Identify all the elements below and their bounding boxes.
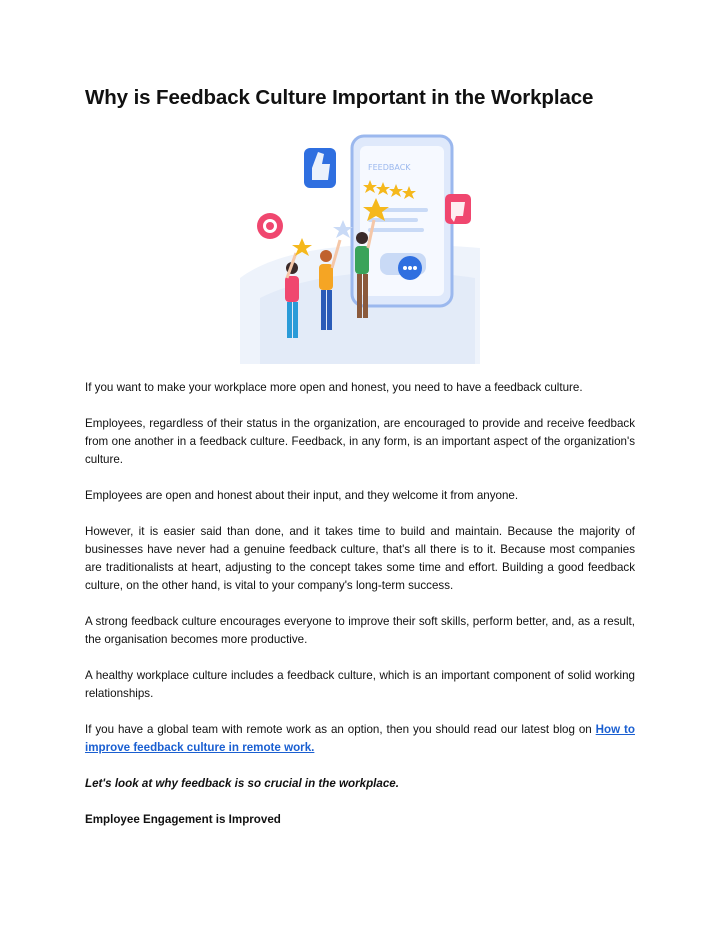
paragraph-5: A strong feedback culture encourages everyone to improve their soft skills, perform better, and, as a result, the organisation becomes more productive. — [85, 615, 635, 646]
paragraph-2: Employees, regardless of their status in the organization, are encouraged to provide and receive feedback from one another in a feedback culture. Feedback, in any form, is an important aspect of the organization's culture. — [85, 417, 635, 466]
article-body — [85, 379, 635, 847]
paragraph-7 — [85, 721, 635, 757]
chat-bubble-icon — [398, 256, 422, 280]
page-title: Why is Feedback Culture Important in the Workplace — [85, 86, 594, 109]
feedback-culture-illustration — [240, 128, 480, 364]
thumbs-up-icon — [304, 148, 336, 188]
phone-sign-text: FEEDBACK — [368, 163, 411, 172]
paragraph-6: A healthy workplace culture includes a feedback culture, which is an important component of solid working relationships. — [85, 669, 635, 700]
heart-bubble-icon — [257, 213, 283, 239]
thumbs-down-icon — [445, 194, 471, 224]
paragraph-8: Let's look at why feedback is so crucial in the workplace. — [85, 777, 399, 790]
section-heading-employee-engagement: Employee Engagement is Improved — [85, 813, 281, 826]
paragraph-3: Employees are open and honest about their input, and they welcome it from anyone. — [85, 489, 519, 502]
remote-work-blog-link[interactable]: How to improve feedback culture in remote work. — [85, 723, 635, 754]
paragraph-1: If you want to make your workplace more open and honest, you need to have a feedback culture. — [85, 381, 583, 394]
paragraph-4: However, it is easier said than done, and it takes time to build and maintain. Because the majority of businesses have never had a genuine feedback culture, that's all there is to it. Because most companies are traditionalists at heart, adjusting to the concept takes some time and effort. Building a good feedback culture, on the other hand, is vital to your company's long-term success. — [85, 525, 635, 592]
paragraph-7-text: If you have a global team with remote work as an option, then you should read our latest blog on — [85, 723, 596, 736]
